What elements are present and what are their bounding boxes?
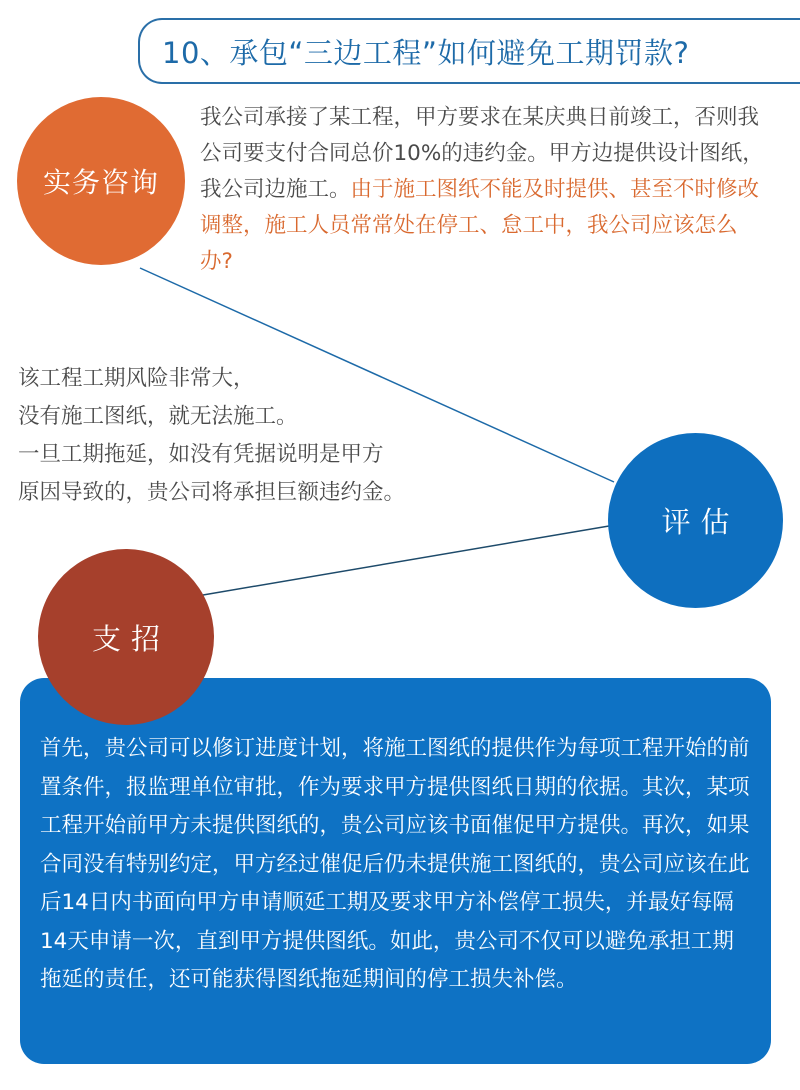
advice-label: 支招 [91,621,170,656]
question-normal: 我公司承接了某工程，甲方要求在某庆典日前竣工，否则我公司要支付合同总价10%的违约金。甲方边提供设计图纸，我公司边施工。 [200,105,764,202]
assessment-line: 原因导致的，贵公司将承担巨额违约金。 [18,480,406,505]
assess-circle [608,433,783,608]
assessment-line: 一旦工期拖延，如没有凭据说明是甲方 [18,442,384,467]
consult-circle [17,97,185,265]
advice-text: 首先，贵公司可以修订进度计划，将施工图纸的提供作为每项工程开始的前置条件，报监理单位审批，作为要求甲方提供图纸日期的依据。其次，某项工程开始前甲方未提供图纸的，贵公司应该书面催促甲方提供。再次，如果合同没有特别约定，甲方经过催促后仍未提供施工图纸的，贵公司应该在此后14日内书面向甲方申请顺延工期及要求甲方补偿停工损失，并最好每隔14天申请一次，直到甲方提供图纸。如此，贵公司不仅可以避免承担工期拖延的责任，还可能获得图纸拖延期间的停工损失补偿。 [40,736,750,992]
assessment-line: 该工程工期风险非常大， [18,366,255,391]
consult-label: 实务咨询 [42,166,159,199]
assessment-line: 没有施工图纸，就无法施工。 [18,404,298,429]
advice-circle [38,549,214,725]
advice-box [20,678,771,1064]
connector-advice-assess [203,526,609,595]
assess-label: 评估 [661,505,740,539]
connector-consult-assess [140,268,614,482]
title-text: 10、承包“三边工程”如何避免工期罚款? [162,35,690,70]
question-highlight: 由于施工图纸不能及时提供、甚至不时修改调整，施工人员常常处在停工、怠工中，我公司应该怎么办? [200,177,760,274]
